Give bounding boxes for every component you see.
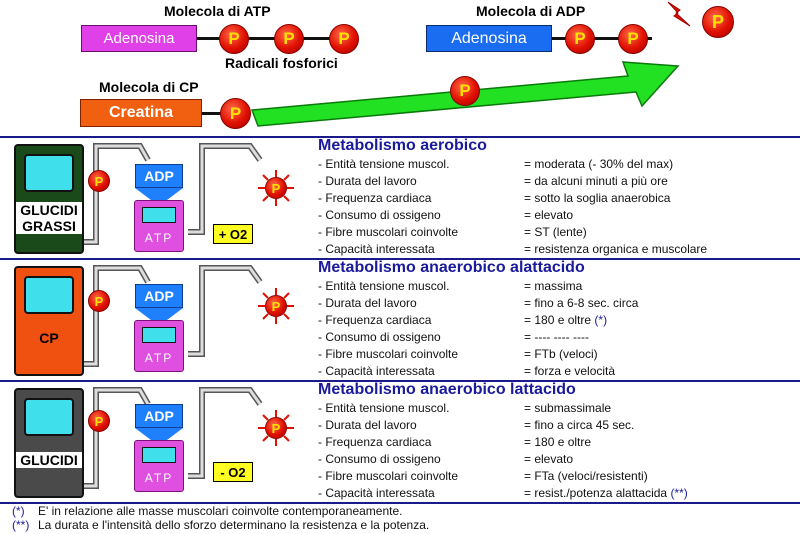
sec2-row: - Fibre muscolari coinvolte = FTb (veloci): [318, 347, 598, 361]
sec2-row: - Frequenza cardiaca = 180 e oltre (*): [318, 313, 608, 327]
pump-label-1: GLUCIDI: [16, 202, 82, 218]
sec3-row: - Durata del lavoro = fino a circa 45 sec.: [318, 418, 635, 432]
sec3-adp-box: ADP: [135, 404, 183, 428]
sec2-atp-pump: [134, 320, 184, 372]
sec1-row: - Entità tensione muscol. = moderata (- 30% del max): [318, 157, 674, 171]
atp-adenosina-box: Adenosina: [81, 25, 197, 52]
pump-label-2: GRASSI: [16, 218, 82, 234]
atp-phosphate-1: P: [219, 24, 249, 54]
adp-molecule-title: Molecola di ADP: [476, 3, 586, 19]
sec3-row: - Capacità interessata = resist./potenza alattacida (**): [318, 486, 688, 500]
sec3-phosphate: P: [88, 410, 110, 432]
sec3-title: Metabolismo anaerobico lattacido: [318, 381, 576, 398]
sec1-row: - Capacità interessata = resistenza organica e muscolare: [318, 242, 708, 256]
sec3-row: - Fibre muscolari coinvolte = FTa (veloci/resistenti): [318, 469, 648, 483]
sec1-atp-label: ATP: [144, 231, 174, 245]
atp-molecule-title: Molecola di ATP: [164, 3, 271, 19]
atp-phosphate-3: P: [329, 24, 359, 54]
sec2-phosphate: P: [88, 290, 110, 312]
sec2-row: - Entità tensione muscol. = massima: [318, 279, 583, 293]
pump-glucidi: [14, 388, 84, 498]
adp-adenosina-box: Adenosina: [426, 25, 552, 52]
sec2-row: - Durata del lavoro = fino a 6-8 sec. circa: [318, 296, 639, 310]
sec1-row: - Frequenza cardiaca = sotto la soglia anaerobica: [318, 191, 671, 205]
sec1-row: - Durata del lavoro = da alcuni minuti a più ore: [318, 174, 668, 188]
sec1-phosphate: P: [88, 170, 110, 192]
sec3-row: - Entità tensione muscol. = submassimale: [318, 401, 612, 415]
sec3-o2-box: - O2: [213, 462, 253, 482]
sec1-o2-box: + O2: [213, 224, 253, 244]
sec2-row: - Consumo di ossigeno = ---- ---- ----: [318, 330, 589, 344]
transfer-phosphate: P: [450, 76, 480, 106]
atp-phosphate-2: P: [274, 24, 304, 54]
sec3-atp-label: ATP: [144, 471, 174, 485]
adp-phosphate-2: P: [618, 24, 648, 54]
cp-molecule-title: Molecola di CP: [99, 79, 199, 95]
sec1-row: - Consumo di ossigeno = elevato: [318, 208, 574, 222]
pump-label-glucidi: GLUCIDI: [16, 452, 82, 468]
released-phosphate: P: [702, 6, 734, 38]
cp-phosphate: P: [220, 98, 251, 129]
sec3-row: - Consumo di ossigeno = elevato: [318, 452, 574, 466]
sec3-row: - Frequenza cardiaca = 180 e oltre: [318, 435, 592, 449]
sec2-energy-burst: P: [258, 288, 294, 324]
footnote-2: (**) La durata e l'intensità dello sforzo determinano la resistenza e la potenza.: [12, 518, 430, 532]
sec1-row: - Fibre muscolari coinvolte = ST (lente): [318, 225, 587, 239]
pump-cp: [14, 266, 84, 376]
sec1-title: Metabolismo aerobico: [318, 137, 487, 154]
footnote-mark: (**): [670, 486, 688, 500]
sec3-energy-burst: P: [258, 410, 294, 446]
phosphate-radicals-label: Radicali fosforici: [225, 55, 338, 71]
sec2-row: - Capacità interessata = forza e velocità: [318, 364, 616, 378]
footnote-mark: (*): [594, 313, 608, 327]
footnote-1: (*) E' in relazione alle masse muscolari coinvolte contemporaneamente.: [12, 504, 403, 518]
pump-label-cp: CP: [39, 330, 59, 346]
adp-phosphate-1: P: [565, 24, 595, 54]
pump-glucidi-grassi: [14, 144, 84, 254]
sec1-energy-burst: P: [258, 170, 294, 206]
sec1-atp-pump: [134, 200, 184, 252]
cp-bond-line: [202, 112, 222, 115]
sec3-atp-pump: [134, 440, 184, 492]
lightning-icon: [664, 0, 694, 30]
sec2-atp-label: ATP: [144, 351, 174, 365]
sec1-adp-box: ADP: [135, 164, 183, 188]
sec2-adp-box: ADP: [135, 284, 183, 308]
creatina-box: Creatina: [80, 99, 202, 127]
sec2-title: Metabolismo anaerobico alattacido: [318, 259, 585, 276]
